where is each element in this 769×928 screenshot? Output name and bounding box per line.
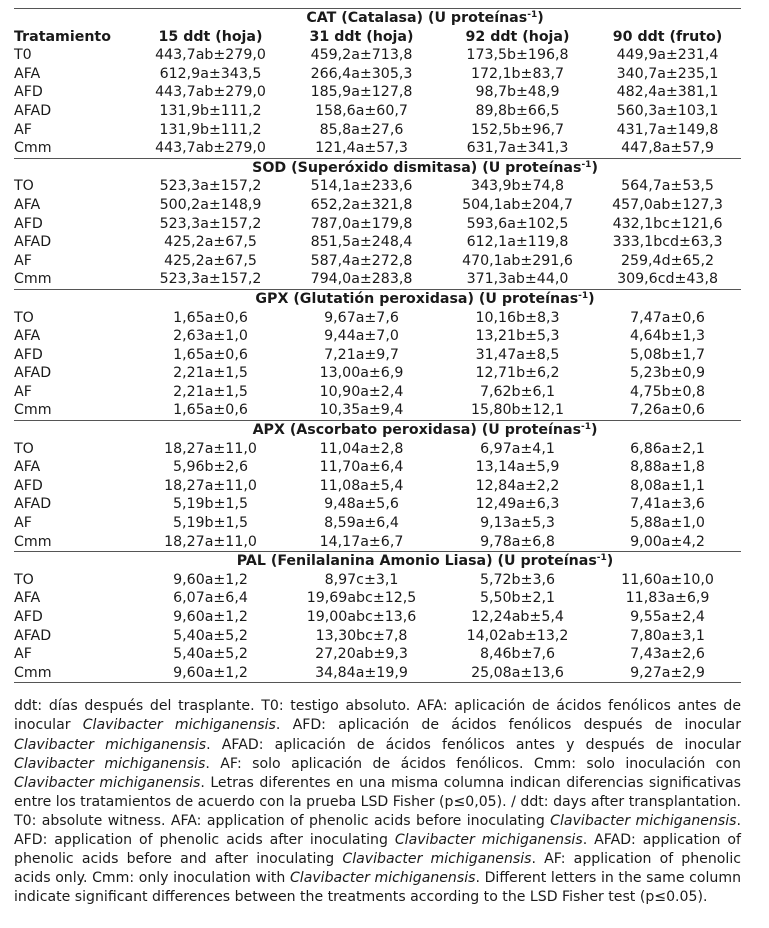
footnote-text: . AF: application of phenolic acids only. Cmm: only inoculation with	[14, 851, 741, 887]
section-title-end: )	[591, 159, 598, 176]
table-row	[14, 533, 741, 552]
value-cell: 5,88a±1,0	[630, 515, 705, 532]
value-cell: 5,72b±3,6	[479, 571, 556, 588]
section-title-end: )	[588, 290, 595, 307]
section-title-sup: -1	[581, 159, 592, 170]
value-cell: 8,46b±7,6	[479, 646, 556, 663]
value-cell: 514,1a±233,6	[310, 178, 413, 195]
value-cell: 443,7ab±279,0	[155, 140, 266, 157]
value-cell: 1,65a±0,6	[173, 402, 248, 419]
table-row	[14, 514, 741, 533]
value-cell: 27,20ab±9,3	[315, 646, 408, 663]
table-row	[14, 46, 741, 65]
value-cell: 447,8a±57,9	[621, 140, 714, 157]
value-cell: 5,40a±5,2	[173, 646, 248, 663]
footnote-text: . AFAD: application of phenolic acids before and after inoculating	[14, 832, 741, 868]
value-cell: 5,08b±1,7	[630, 346, 706, 363]
value-cell: 787,0a±179,8	[310, 215, 413, 232]
value-cell: 10,16b±8,3	[475, 309, 560, 326]
value-cell: 500,2a±148,9	[159, 196, 262, 213]
value-cell: 9,67a±7,6	[324, 309, 399, 326]
value-cell: 8,88a±1,8	[630, 459, 705, 476]
value-cell: 185,9a±127,8	[310, 84, 413, 101]
value-cell: 4,75b±0,8	[630, 383, 706, 400]
value-cell: 14,02ab±13,2	[466, 627, 569, 644]
treatment-name: TO	[14, 440, 34, 457]
table-row	[14, 121, 741, 140]
value-cell: 2,21a±1,5	[173, 383, 248, 400]
value-cell: 85,8a±27,6	[319, 121, 404, 138]
value-cell: 12,71b±6,2	[475, 365, 560, 382]
treatment-name: AFD	[14, 215, 43, 232]
species-name: Clavibacter michiganensis	[550, 812, 737, 829]
treatment-name: TO	[14, 571, 34, 588]
value-cell: 19,00abc±13,6	[306, 609, 417, 625]
value-cell: 333,1bcd±63,3	[612, 234, 723, 251]
value-cell: 631,7a±341,3	[466, 140, 569, 157]
treatment-name: AFA	[14, 328, 41, 345]
species-name: Clavibacter michiganensis	[289, 870, 476, 887]
section-title	[14, 9, 741, 28]
table-row	[14, 233, 741, 252]
value-cell: 13,21b±5,3	[475, 328, 560, 345]
treatment-name: AFA	[14, 196, 41, 213]
value-cell: 443,7ab±279,0	[155, 84, 266, 101]
column-header: Tratamiento	[14, 28, 111, 45]
value-cell: 8,08a±1,1	[630, 477, 705, 494]
table-row	[14, 495, 741, 514]
value-cell: 15,80b±12,1	[470, 402, 565, 419]
footnote-text: . Different letters in the same column indicate significant differences between the treatments according to the LSD Fisher test (p≤0.05).	[14, 870, 742, 906]
value-cell: 794,0a±283,8	[310, 271, 413, 288]
table-row	[14, 364, 741, 383]
section-title-text: GPX (Glutatión peroxidasa) (U proteínas	[255, 290, 579, 307]
value-cell: 12,49a±6,3	[475, 496, 560, 513]
footnote-text: . AFD: application of phenolic acids after inoculating	[14, 812, 741, 849]
table-row	[14, 102, 741, 121]
section-title-sup: -1	[527, 10, 538, 20]
table-row	[14, 327, 741, 346]
value-cell: 425,2a±67,5	[164, 234, 257, 251]
value-cell: 7,43a±2,6	[630, 646, 705, 663]
value-cell: 371,3ab±44,0	[466, 271, 569, 288]
value-cell: 2,63a±1,0	[173, 328, 248, 345]
value-cell: 13,30bc±7,8	[315, 627, 408, 644]
table-row	[14, 252, 741, 271]
value-cell: 9,55a±2,4	[630, 609, 705, 625]
table-row	[14, 440, 741, 459]
table-row	[14, 383, 741, 402]
value-cell: 266,4a±305,3	[310, 65, 413, 82]
value-cell: 9,60a±1,2	[173, 609, 248, 625]
treatment-name: AF	[14, 121, 32, 138]
column-header: 31 ddt (hoja)	[309, 28, 414, 45]
value-cell: 11,70a±6,4	[319, 459, 404, 476]
table-row	[14, 83, 741, 102]
section-title-end: )	[537, 10, 544, 26]
section-title-row	[14, 289, 741, 308]
value-cell: 4,64b±1,3	[630, 328, 706, 345]
value-cell: 89,8b±66,5	[475, 102, 560, 119]
section-title	[14, 158, 741, 177]
value-cell: 432,1bc±121,6	[612, 215, 723, 232]
table-row	[14, 608, 741, 627]
value-cell: 9,48a±5,6	[324, 496, 399, 513]
value-cell: 14,17a±6,7	[319, 533, 404, 550]
value-cell: 13,00a±6,9	[319, 365, 404, 382]
footnote-text: ddt: días después del trasplante. T0: testigo absoluto. AFA: aplicación de ácidos fenólicos antes de inocular	[14, 698, 741, 734]
table-row	[14, 458, 741, 477]
value-cell: 11,08a±5,4	[319, 477, 404, 494]
value-cell: 8,97c±3,1	[324, 571, 399, 588]
value-cell: 158,6a±60,7	[315, 102, 408, 119]
value-cell: 449,9a±231,4	[616, 47, 719, 64]
value-cell: 612,9a±343,5	[159, 65, 262, 82]
section-title-end: )	[606, 553, 614, 570]
value-cell: 9,00a±4,2	[630, 533, 705, 550]
section-title-sup: -1	[581, 422, 592, 433]
value-cell: 523,3a±157,2	[159, 178, 262, 195]
value-cell: 564,7a±53,5	[621, 178, 714, 195]
value-cell: 7,80a±3,1	[630, 627, 705, 644]
value-cell: 851,5a±248,4	[310, 234, 413, 251]
table-body	[14, 9, 741, 683]
species-name: Clavibacter michiganensis	[14, 736, 207, 753]
section-title-text: PAL (Fenilalanina Amonio Liasa) (U proteínas	[236, 553, 597, 570]
treatment-name: AFA	[14, 459, 41, 476]
footnote-text: . Letras diferentes en una misma columna indican diferencias significativas entre los tratamientos de acuerdo con la prueba LSD Fisher (p≤0,05). / ddt: days after transplantation. T0: absolute witness. AFA: application of phenolic acids before inoculating	[14, 774, 741, 829]
table-row	[14, 477, 741, 496]
value-cell: 7,26a±0,6	[630, 402, 705, 419]
value-cell: 9,60a±1,2	[139, 664, 282, 683]
value-cell: 1,65a±0,6	[173, 309, 248, 326]
value-cell: 1,65a±0,6	[173, 346, 248, 363]
value-cell: 8,59a±6,4	[324, 515, 399, 532]
value-cell: 18,27a±11,0	[164, 533, 257, 550]
value-cell: 504,1ab±204,7	[462, 196, 573, 213]
value-cell: 2,21a±1,5	[173, 365, 248, 382]
species-name: Clavibacter michiganensis	[14, 774, 201, 791]
treatment-name: AFD	[14, 477, 43, 494]
treatment-name: AF	[14, 252, 32, 269]
value-cell: 482,4a±381,1	[616, 84, 719, 101]
value-cell: 18,27a±11,0	[164, 440, 257, 457]
table-row	[14, 65, 741, 84]
value-cell: 10,90a±2,4	[319, 383, 404, 400]
section-title-text: APX (Ascorbato peroxidasa) (U proteínas	[252, 422, 582, 439]
value-cell: 12,24ab±5,4	[471, 609, 564, 625]
value-cell: 652,2a±321,8	[310, 196, 413, 213]
enzyme-activity-table	[14, 8, 741, 683]
column-header: 15 ddt (hoja)	[158, 28, 263, 45]
table-row	[14, 664, 741, 683]
value-cell: 7,21a±9,7	[324, 346, 399, 363]
value-cell: 443,7ab±279,0	[155, 47, 266, 64]
table-footnote	[14, 697, 741, 907]
treatment-name: Cmm	[14, 533, 52, 550]
section-title-text: CAT (Catalasa) (U proteínas	[306, 10, 528, 26]
treatment-name: TO	[14, 309, 34, 326]
value-cell: 9,44a±7,0	[324, 328, 399, 345]
value-cell: 5,50b±2,1	[479, 590, 556, 607]
section-title-end: )	[591, 422, 598, 439]
table-row	[14, 215, 741, 234]
species-name: Clavibacter michiganensis	[14, 755, 206, 772]
value-cell: 18,27a±11,0	[164, 477, 257, 494]
treatment-name: AFAD	[14, 365, 52, 382]
treatment-name: Cmm	[14, 140, 52, 157]
table-row	[14, 309, 741, 328]
value-cell: 11,60a±10,0	[621, 571, 714, 588]
treatment-name: AFA	[14, 590, 41, 607]
column-header: 90 ddt (fruto)	[612, 28, 723, 45]
treatment-name: Cmm	[14, 664, 139, 683]
treatment-name: AFA	[14, 65, 41, 82]
table-document	[14, 8, 741, 907]
value-cell: 5,96b±2,6	[172, 459, 249, 476]
footnote-text: . AF: solo aplicación de ácidos fenólicos. Cmm: solo inoculación con	[205, 755, 741, 772]
treatment-name: T0	[14, 47, 32, 64]
treatment-name: TO	[14, 178, 34, 195]
treatment-name: AFD	[14, 346, 43, 363]
value-cell: 587,4a±272,8	[310, 252, 413, 269]
value-cell: 523,3a±157,2	[159, 271, 262, 288]
treatment-name: Cmm	[14, 271, 52, 288]
value-cell: 425,2a±67,5	[164, 252, 257, 269]
value-cell: 5,19b±1,5	[172, 496, 249, 513]
value-cell: 457,0ab±127,3	[612, 196, 723, 213]
value-cell: 25,08a±13,6	[441, 664, 594, 683]
section-title	[14, 289, 741, 308]
table-row	[14, 177, 741, 196]
treatment-name: AFAD	[14, 102, 52, 119]
species-name: Clavibacter michiganensis	[82, 717, 276, 734]
section-title-row	[14, 552, 741, 571]
table-row	[14, 196, 741, 215]
value-cell: 131,9b±111,2	[159, 102, 262, 119]
value-cell: 121,4a±57,3	[315, 140, 408, 157]
section-title-row	[14, 421, 741, 440]
treatment-name: AF	[14, 383, 32, 400]
treatment-name: Cmm	[14, 402, 52, 419]
value-cell: 5,19b±1,5	[172, 515, 249, 532]
value-cell: 9,60a±1,2	[173, 571, 248, 588]
value-cell: 12,84a±2,2	[475, 477, 560, 494]
value-cell: 259,4d±65,2	[620, 252, 715, 269]
treatment-name: AFAD	[14, 234, 52, 251]
value-cell: 5,23b±0,9	[630, 365, 706, 382]
value-cell: 31,47a±8,5	[475, 346, 560, 363]
value-cell: 98,7b±48,9	[475, 84, 560, 101]
column-header-row	[14, 28, 741, 47]
value-cell: 131,9b±111,2	[159, 121, 262, 138]
value-cell: 431,7a±149,8	[616, 121, 719, 138]
value-cell: 173,5b±196,8	[466, 47, 569, 64]
section-title-sup: -1	[578, 290, 589, 301]
treatment-name: AF	[14, 646, 32, 663]
footnote-text: . AFD: aplicación de ácidos fenólicos después de inocular	[275, 717, 741, 734]
table-row	[14, 645, 741, 664]
value-cell: 9,78a±6,8	[480, 533, 555, 550]
value-cell: 9,27a±2,9	[594, 664, 741, 683]
treatment-name: AFAD	[14, 627, 52, 644]
section-title	[14, 421, 741, 440]
value-cell: 34,84a±19,9	[282, 664, 441, 683]
value-cell: 593,6a±102,5	[466, 215, 569, 232]
value-cell: 13,14a±5,9	[475, 459, 560, 476]
section-title-row	[14, 158, 741, 177]
section-title-row	[14, 9, 741, 28]
section-title-text: SOD (Superóxido dismitasa) (U proteínas	[252, 159, 582, 176]
value-cell: 11,83a±6,9	[625, 590, 710, 607]
value-cell: 612,1a±119,8	[466, 234, 569, 251]
value-cell: 523,3a±157,2	[159, 215, 262, 232]
table-row	[14, 401, 741, 420]
value-cell: 7,41a±3,6	[630, 496, 705, 513]
value-cell: 6,07a±6,4	[173, 590, 248, 607]
table-row	[14, 589, 741, 608]
column-header: 92 ddt (hoja)	[465, 28, 570, 45]
value-cell: 9,13a±5,3	[480, 515, 555, 532]
value-cell: 7,62b±6,1	[479, 383, 556, 400]
value-cell: 6,97a±4,1	[480, 440, 555, 457]
table-row	[14, 627, 741, 646]
treatment-name: AFD	[14, 84, 43, 101]
species-name: Clavibacter michiganensis	[394, 832, 583, 849]
value-cell: 19,69abc±12,5	[306, 590, 417, 607]
treatment-name: AFD	[14, 609, 43, 625]
value-cell: 11,04a±2,8	[319, 440, 404, 457]
section-title	[14, 552, 741, 571]
treatment-name: AFAD	[14, 496, 52, 513]
table-row	[14, 346, 741, 365]
value-cell: 470,1ab±291,6	[462, 252, 573, 269]
value-cell: 152,5b±96,7	[470, 121, 565, 138]
value-cell: 10,35a±9,4	[319, 402, 404, 419]
section-title-sup: -1	[596, 553, 607, 564]
value-cell: 7,47a±0,6	[630, 309, 705, 326]
value-cell: 343,9b±74,8	[470, 178, 565, 195]
value-cell: 560,3a±103,1	[616, 102, 719, 119]
table-row	[14, 571, 741, 590]
table-row	[14, 270, 741, 289]
value-cell: 172,1b±83,7	[470, 65, 565, 82]
value-cell: 340,7a±235,1	[616, 65, 719, 82]
species-name: Clavibacter michiganensis	[342, 851, 532, 868]
treatment-name: AF	[14, 515, 32, 532]
value-cell: 309,6cd±43,8	[617, 271, 718, 288]
table-row	[14, 139, 741, 158]
value-cell: 5,40a±5,2	[173, 627, 248, 644]
value-cell: 459,2a±713,8	[310, 47, 413, 64]
footnote-text: . AFAD: aplicación de ácidos fenólicos antes y después de inocular	[206, 736, 741, 753]
value-cell: 6,86a±2,1	[630, 440, 705, 457]
